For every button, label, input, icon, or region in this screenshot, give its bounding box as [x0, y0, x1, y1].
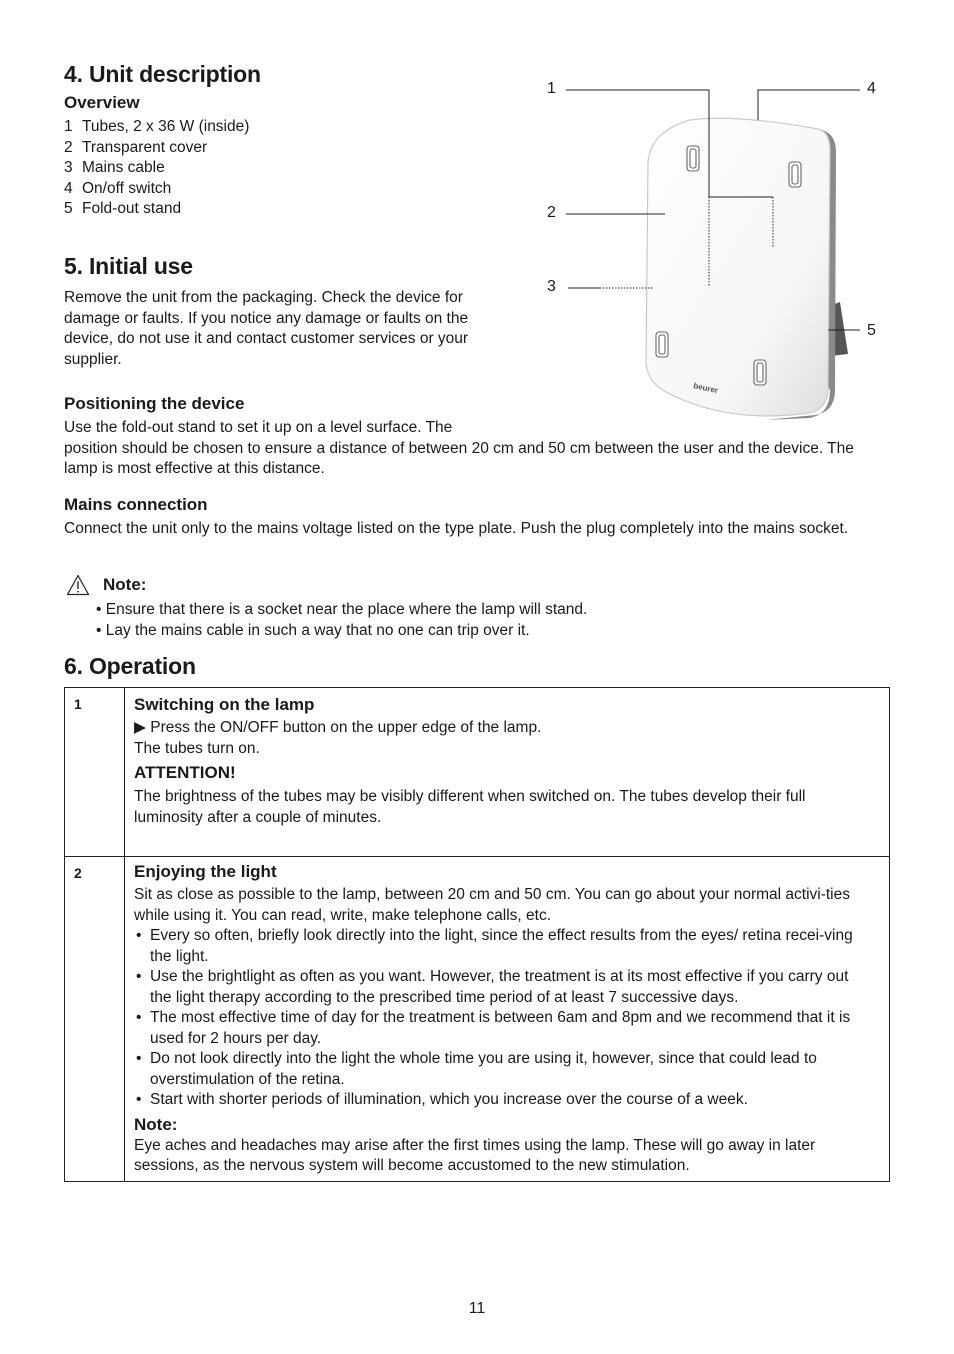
figure-label-1: 1: [547, 80, 556, 97]
row-number: 2: [65, 857, 125, 1182]
list-item: • Every so often, briefly look directly into the light, since the effect results from the eyes/ retina recei-ving the light.: [134, 926, 873, 967]
mains-heading: Mains connection: [64, 495, 208, 514]
overview-item: 1 Tubes, 2 x 36 W (inside): [64, 118, 250, 135]
figure-label-2: 2: [547, 204, 556, 221]
overview-item: 4 On/off switch: [64, 179, 172, 197]
note-item: • Lay the mains cable in such a way that no one can trip over it.: [96, 621, 530, 639]
figure-label-3: 3: [547, 278, 556, 295]
row-note-text: Eye aches and headaches may arise after the first times using the lamp. These will go away in later sessions, as the nervous system will become accustomed to the new stimulation.: [134, 1136, 816, 1174]
row-heading: Switching on the lamp: [134, 695, 315, 714]
page-number: 11: [468, 1300, 486, 1317]
operation-table: [64, 687, 890, 1182]
overview-item: 2 Transparent cover: [64, 138, 208, 156]
list-item: • The most effective time of day for the treatment is between 6am and 8pm and we recommend that it is used for 2 hours per day.: [134, 1008, 873, 1049]
positioning-text: Use the fold-out stand to set it up on a level surface. The position should be chosen to ensure a distance of between 20 cm and 50 cm between the user and the device. The lamp is most effective at this distance.: [64, 419, 854, 477]
attention-text: The brightness of the tubes may be visibly different when switched on. The tubes develop their full luminosity after a couple of minutes.: [134, 788, 806, 826]
lamp-illustration: [530, 72, 890, 432]
list-item: • Use the brightlight as often as you want. However, the treatment is at its most effective if you carry out the light therapy according to the prescribed time period of at least 7 successive days.: [134, 967, 873, 1008]
figure-label-4: 4: [867, 80, 876, 97]
row-note-heading: Note:: [134, 1114, 178, 1134]
row-intro: Sit as close as possible to the lamp, between 20 cm and 50 cm. You can go about your normal activi-ties while using it. You can read, write, make telephone calls, etc.: [134, 886, 850, 924]
attention-heading: ATTENTION!: [134, 763, 236, 782]
section-5-title: 5. Initial use: [64, 253, 193, 279]
step-text: ▶ Press the ON/OFF button on the upper edge of the lamp.: [134, 719, 542, 736]
row-content: [125, 857, 890, 1182]
brand-logo: beurer: [692, 381, 719, 396]
row-content: [125, 688, 890, 857]
overview-list: [64, 117, 249, 220]
table-row: [65, 857, 890, 1182]
row-number: 1: [65, 688, 125, 857]
row-heading: Enjoying the light: [134, 862, 277, 881]
overview-item: 3 Mains cable: [64, 159, 165, 176]
section-4-title: 4. Unit description: [64, 61, 261, 87]
note-heading: Note:: [103, 575, 147, 594]
device-figure: [530, 72, 890, 432]
lamp-body: [646, 118, 830, 416]
overview-heading: Overview: [64, 93, 140, 112]
initial-use-text: Remove the unit from the packaging. Check the device for damage or faults. If you notice any damage or faults on the device, do not use it and contact customer services or your supplier.: [64, 289, 469, 368]
note-list: [96, 600, 587, 641]
bullet-list: [134, 926, 873, 1111]
list-item: • Start with shorter periods of illumination, which you increase over the course of a week.: [134, 1090, 873, 1111]
positioning-heading: Positioning the device: [64, 394, 245, 413]
mains-text: Connect the unit only to the mains voltage listed on the type plate. Push the plug completely into the mains socket.: [64, 520, 849, 537]
list-item: • Do not look directly into the light the whole time you are using it, however, since that could lead to overstimulation of the retina.: [134, 1049, 873, 1090]
table-row: [65, 688, 890, 857]
overview-item: 5 Fold-out stand: [64, 200, 182, 217]
warning-icon: [66, 574, 90, 601]
result-text: The tubes turn on.: [134, 739, 260, 757]
figure-label-5: 5: [867, 322, 876, 339]
section-6-title: 6. Operation: [64, 653, 196, 679]
note-item: • Ensure that there is a socket near the place where the lamp will stand.: [96, 601, 588, 618]
